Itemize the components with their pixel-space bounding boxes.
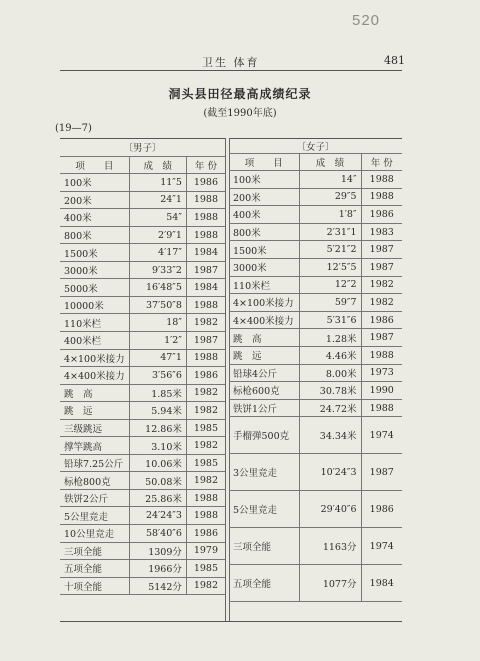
table-row: [60, 279, 225, 297]
record-year: 1982: [361, 294, 402, 312]
record-year: 1986: [361, 491, 402, 528]
record-result: 2′31″1: [299, 223, 361, 241]
column-header-item: 项 目: [60, 156, 129, 174]
record-year: 1982: [186, 402, 225, 420]
record-year: 1987: [186, 332, 225, 350]
record-item: 十项全能: [60, 577, 129, 595]
record-result: 50.08米: [129, 472, 186, 490]
record-year: 1988: [186, 226, 225, 244]
table-row: [60, 209, 225, 227]
record-year: 1985: [186, 454, 225, 472]
record-result: 59″7: [299, 294, 361, 312]
record-item: 手榴弹500克: [229, 417, 299, 454]
record-result: 29″5: [299, 188, 361, 206]
record-year: 1988: [361, 188, 402, 206]
table-row: [229, 399, 402, 417]
record-item: 撑竿跳高: [60, 437, 129, 455]
table-subtitle: (截至1990年底): [203, 108, 277, 119]
table-row: [60, 560, 225, 578]
header-rule: [60, 70, 402, 71]
record-year: 1984: [361, 565, 402, 602]
record-result: 58′40″6: [129, 525, 186, 543]
men-group-label: 〔男子〕: [60, 139, 225, 157]
record-item: 三级跳远: [60, 419, 129, 437]
record-year: 1986: [361, 311, 402, 329]
record-result: 12.86米: [129, 419, 186, 437]
record-year: 1988: [186, 507, 225, 525]
record-year: 1982: [361, 276, 402, 294]
table-row: [229, 417, 402, 454]
record-year: 1983: [361, 223, 402, 241]
table-row: [60, 437, 225, 455]
record-item: 跳 远: [60, 402, 129, 420]
table-row: [229, 346, 402, 364]
record-item: 三项全能: [229, 528, 299, 565]
record-result: 24′24″3: [129, 507, 186, 525]
record-item: 3公里竞走: [229, 454, 299, 491]
record-item: 200米: [60, 191, 129, 209]
running-header-section: 卫生 体育: [202, 56, 260, 69]
record-result: 14″: [299, 171, 361, 189]
column-header-result: 成 绩: [299, 154, 361, 171]
record-result: 4′17″: [129, 244, 186, 262]
record-year: 1988: [361, 171, 402, 189]
table-row: [229, 188, 402, 206]
table-row: [229, 528, 402, 565]
record-item: 5公里竞走: [60, 507, 129, 525]
table-row: [60, 226, 225, 244]
record-result: 1′8″: [299, 206, 361, 224]
record-item: 4×400米接力: [229, 311, 299, 329]
record-item: 1500米: [60, 244, 129, 262]
record-result: 1309分: [129, 542, 186, 560]
record-year: 1988: [186, 349, 225, 367]
table-row: [229, 311, 402, 329]
record-item: 400米: [229, 206, 299, 224]
record-year: 1987: [361, 258, 402, 276]
table-row: [229, 206, 402, 224]
record-result: 4.46米: [299, 346, 361, 364]
record-item: 110米栏: [229, 276, 299, 294]
table-row: [229, 491, 402, 528]
record-result: 24.72米: [299, 399, 361, 417]
record-year: 1990: [361, 382, 402, 400]
record-year: 1988: [361, 346, 402, 364]
table-row: [60, 261, 225, 279]
record-result: 1′2″: [129, 332, 186, 350]
record-item: 3000米: [229, 258, 299, 276]
table-row: [60, 174, 225, 192]
record-year: 1984: [186, 244, 225, 262]
record-year: 1988: [186, 296, 225, 314]
record-item: 跳 远: [229, 346, 299, 364]
table-row: [229, 329, 402, 347]
record-item: 800米: [229, 223, 299, 241]
record-year: 1986: [186, 367, 225, 385]
table-row: [229, 258, 402, 276]
table-row: [229, 454, 402, 491]
record-result: 11″5: [129, 174, 186, 192]
record-result: 12′5″5: [299, 258, 361, 276]
record-result: 16′48″5: [129, 279, 186, 297]
record-year: 1982: [186, 577, 225, 595]
table-row: [60, 419, 225, 437]
table-row: [60, 349, 225, 367]
record-result: 29′40″6: [299, 491, 361, 528]
record-item: 100米: [229, 171, 299, 189]
record-item: 铁饼1公斤: [229, 399, 299, 417]
record-result: 30.78米: [299, 382, 361, 400]
record-result: 34.34米: [299, 417, 361, 454]
table-row: [229, 294, 402, 312]
record-year: 1982: [186, 384, 225, 402]
table-row: [60, 402, 225, 420]
table-row: [60, 489, 225, 507]
record-year: 1979: [186, 542, 225, 560]
record-item: 4×400米接力: [60, 367, 129, 385]
running-header-page-number: 481: [384, 54, 405, 67]
table-row: [229, 223, 402, 241]
record-item: 100米: [60, 174, 129, 192]
record-year: 1984: [186, 279, 225, 297]
record-year: 1982: [186, 314, 225, 332]
table-row: [60, 525, 225, 543]
record-year: 1982: [186, 437, 225, 455]
table-row: [229, 171, 402, 189]
record-item: 跳 高: [229, 329, 299, 347]
record-result: 37′50″8: [129, 296, 186, 314]
record-result: 2′9″1: [129, 226, 186, 244]
record-year: 1986: [186, 174, 225, 192]
women-records-table: [229, 138, 402, 602]
record-item: 10公里竞走: [60, 525, 129, 543]
record-result: 1.28米: [299, 329, 361, 347]
record-item: 110米栏: [60, 314, 129, 332]
table-row: [60, 244, 225, 262]
table-row: [60, 542, 225, 560]
record-year: 1987: [186, 261, 225, 279]
record-year: 1974: [361, 528, 402, 565]
table-row: [60, 191, 225, 209]
table-row: [60, 577, 225, 595]
column-header-year: 年 份: [186, 156, 225, 174]
table-row: [229, 241, 402, 259]
record-result: 1077分: [299, 565, 361, 602]
record-year: 1982: [186, 472, 225, 490]
record-result: 18″: [129, 314, 186, 332]
record-item: 4×100米接力: [60, 349, 129, 367]
record-year: 1986: [361, 206, 402, 224]
table-row: [60, 314, 225, 332]
record-result: 47″1: [129, 349, 186, 367]
record-year: 1987: [361, 241, 402, 259]
record-item: 400米: [60, 209, 129, 227]
women-group-label: 〔女子〕: [229, 139, 402, 154]
record-item: 五项全能: [229, 565, 299, 602]
record-result: 9′33″2: [129, 261, 186, 279]
column-header-year: 年 份: [361, 154, 402, 171]
record-result: 12″2: [299, 276, 361, 294]
record-result: 1163分: [299, 528, 361, 565]
record-item: 铁饼2公斤: [60, 489, 129, 507]
record-item: 铅球7.25公斤: [60, 454, 129, 472]
record-year: 1973: [361, 364, 402, 382]
record-item: 跳 高: [60, 384, 129, 402]
record-year: 1988: [186, 489, 225, 507]
table-row: [60, 296, 225, 314]
table-row: [60, 454, 225, 472]
record-item: 铅球4公斤: [229, 364, 299, 382]
record-year: 1985: [186, 560, 225, 578]
record-item: 三项全能: [60, 542, 129, 560]
record-year: 1986: [186, 525, 225, 543]
record-item: 5000米: [60, 279, 129, 297]
table-bottom-rule: [60, 621, 402, 622]
table-row: [60, 384, 225, 402]
record-result: 3.10米: [129, 437, 186, 455]
record-result: 5.94米: [129, 402, 186, 420]
table-row: [60, 332, 225, 350]
table-row: [229, 364, 402, 382]
table-row: [229, 565, 402, 602]
record-result: 5142分: [129, 577, 186, 595]
record-year: 1974: [361, 417, 402, 454]
record-result: 54″: [129, 209, 186, 227]
column-header-result: 成 绩: [129, 156, 186, 174]
record-year: 1988: [186, 209, 225, 227]
table-row: [60, 507, 225, 525]
table-row: [60, 472, 225, 490]
record-year: 1985: [186, 419, 225, 437]
record-year: 1988: [186, 191, 225, 209]
men-records-table: [60, 138, 225, 595]
record-result: 1966分: [129, 560, 186, 578]
table-row: [229, 276, 402, 294]
record-item: 3000米: [60, 261, 129, 279]
record-item: 标枪800克: [60, 472, 129, 490]
record-item: 10000米: [60, 296, 129, 314]
column-header-item: 项 目: [229, 154, 299, 171]
record-result: 10.06米: [129, 454, 186, 472]
record-item: 800米: [60, 226, 129, 244]
record-result: 24″1: [129, 191, 186, 209]
page-stamp: 520: [352, 12, 381, 29]
record-year: 1987: [361, 454, 402, 491]
record-year: 1987: [361, 329, 402, 347]
record-item: 4×100米接力: [229, 294, 299, 312]
record-result: 10′24″3: [299, 454, 361, 491]
record-item: 五项全能: [60, 560, 129, 578]
table-row: [60, 367, 225, 385]
record-result: 1.85米: [129, 384, 186, 402]
record-item: 标枪600克: [229, 382, 299, 400]
record-result: 3′56″6: [129, 367, 186, 385]
table-row: [229, 382, 402, 400]
record-item: 400米栏: [60, 332, 129, 350]
record-result: 8.00米: [299, 364, 361, 382]
record-year: 1988: [361, 399, 402, 417]
record-item: 200米: [229, 188, 299, 206]
record-item: 5公里竞走: [229, 491, 299, 528]
record-item: 1500米: [229, 241, 299, 259]
record-result: 5′21″2: [299, 241, 361, 259]
record-result: 5′31″6: [299, 311, 361, 329]
table-number: (19—7): [55, 123, 92, 134]
record-result: 25.86米: [129, 489, 186, 507]
table-title: 洞头县田径最高成绩纪录: [168, 87, 312, 101]
